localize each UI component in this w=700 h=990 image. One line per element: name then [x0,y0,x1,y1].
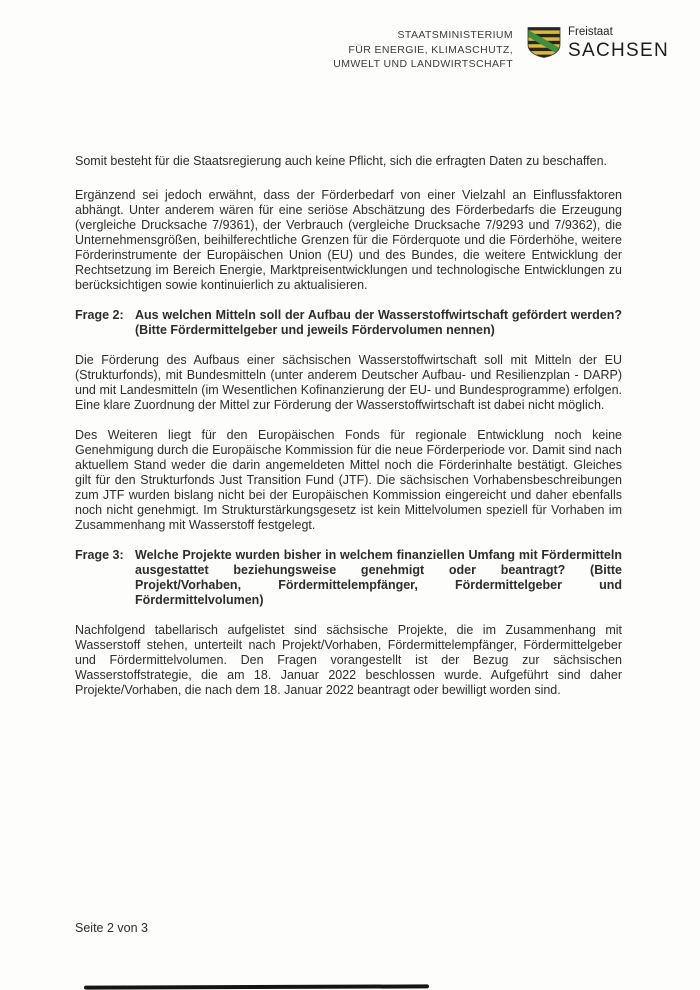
letterhead [333,26,669,72]
body-paragraph-5: Nachfolgend tabellarisch aufgelistet sind sächsische Projekte, die im Zusammenhang mit Wasserstoff stehen, unterteilt nach Projekt/Vorhaben, Fördermittelempfänger, Fördermittelgeber und Fördermittelvolumen. Den Fragen vorangestellt ist der Bezug zur sächsischen Wasserstoffstrategie, die am 18. Januar 2022 beschlossen wurde. Aufgeführt sind daher Projekte/Vorhaben, die nach dem 18. Januar 2022 beantragt oder bewilligt worden sind. [75,623,622,697]
logo-wordmark [568,26,669,61]
scan-edge-artifact [84,984,429,989]
saxony-coat-of-arms-icon [527,27,561,58]
ministry-line-2: FÜR ENERGIE, KLIMASCHUTZ, [348,43,514,56]
question-2 [75,308,622,338]
question-3 [75,548,622,608]
body-paragraph-1: Somit besteht für die Staatsregierung auch keine Pflicht, sich die erfragten Daten zu beschaffen. [75,154,608,168]
question-2-label: Frage 2: [75,308,124,322]
question-2-text: Aus welchen Mitteln soll der Aufbau der Wasserstoffwirtschaft gefördert werden? (Bitte Fördermittelgeber und jeweils Fördervolumen nennen) [135,308,622,337]
logo-freistaat-label: Freistaat [568,26,613,38]
body-paragraph-4: Des Weiteren liegt für den Europäischen Fonds für regionale Entwicklung noch keine Genehmigung durch die Europäische Kommission für die neue Förderperiode vor. Damit sind nach aktuellem Stand weder die darin angemeldeten Mittel noch die Förderinhalte bestätigt. Gleiches gilt für den Strukturfonds Just Transition Fund (JTF). Die sächsischen Vorhabensbeschreibungen zum JTF wurden bislang nicht bei der Europäischen Kommission eingereicht und daher ebenfalls noch nicht genehmigt. Im Strukturstärkungsgesetz ist kein Mittelvolumen speziell für Vorhaben im Zusammenhang mit Wasserstoff festgelegt. [75,428,622,532]
ministry-line-1: STAATSMINISTERIUM [397,29,514,41]
logo-sachsen-label: SACHSEN [568,40,669,61]
freistaat-sachsen-logo [527,26,669,61]
ministry-name-block [333,26,513,72]
page-number: Seite 2 von 3 [75,921,148,935]
page-footer [75,921,148,936]
question-3-text: Welche Projekte wurden bisher in welchem finanziellen Umfang mit Fördermitteln ausgestattet beziehungsweise genehmigt oder beantragt? (Bitte Projekt/Vorhaben, Fördermittelempfänger, Fördermittelgeber und Fördermittelvolumen) [135,548,622,607]
body-paragraph-3: Die Förderung des Aufbaus einer sächsischen Wasserstoffwirtschaft soll mit Mitteln der EU (Strukturfonds), mit Bundesmitteln (unter anderem Deutscher Aufbau- und Resilienzplan - DARP) und mit Landesmitteln (im Wesentlichen Kofinanzierung der EU- und Bundesprogramme) erfolgen. Eine klare Zuordnung der Mittel zur Förderung der Wasserstoffwirtschaft ist dabei nicht möglich. [75,353,622,412]
question-3-label: Frage 3: [75,548,124,562]
ministry-line-3: UMWELT UND LANDWIRTSCHAFT [333,58,514,71]
letter-body [75,154,622,713]
body-paragraph-2: Ergänzend sei jedoch erwähnt, dass der Förderbedarf von einer Vielzahl an Einflussfaktoren abhängt. Unter anderem wären für eine seriöse Abschätzung des Förderbedarfs die Erzeugung (vergleiche Drucksache 7/9361), der Verbrauch (vergleiche Drucksache 7/9293 und 7/9362), die Unternehmensgrößen, beihilferechtliche Grenzen für die Förderquote und die Förderhöhe, weitere Förderinstrumente der Europäischen Union (EU) und des Bundes, die weitere Entwicklung der Rechtsetzung im Bereich Energie, Marktpreisentwicklungen und technologische Entwicklungen zu berücksichtigen sowie kontinuierlich zu aktualisieren. [75,188,622,292]
